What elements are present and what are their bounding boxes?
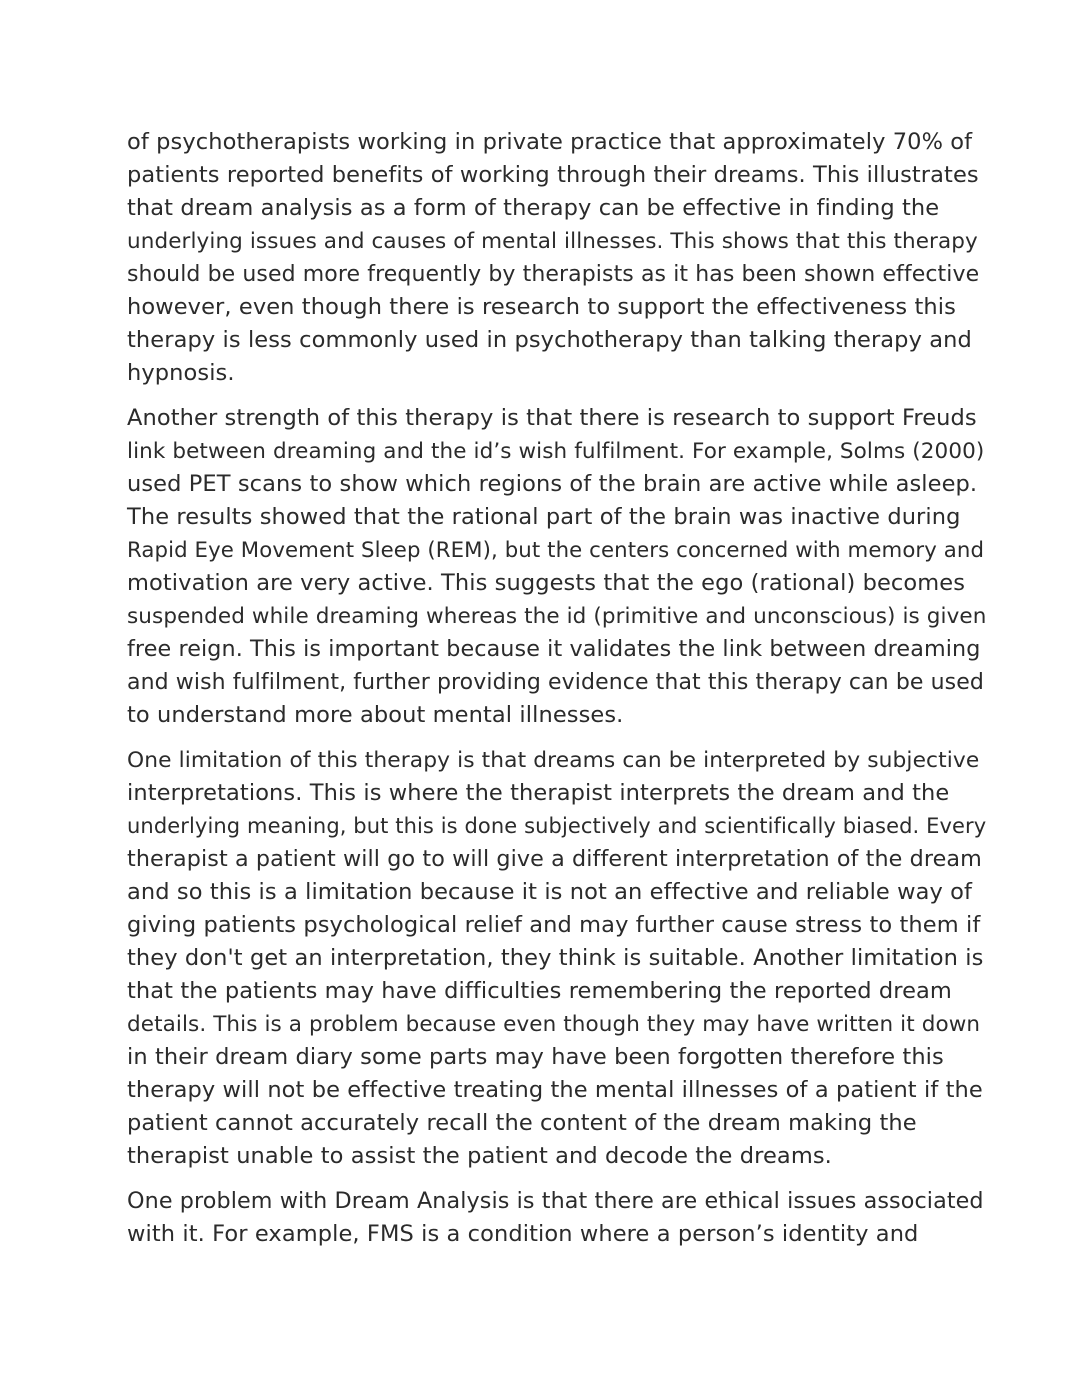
- text-line: motivation are very active. This suggests that the ego (rational) becomes: [127, 570, 966, 596]
- text-line: with it. For example, FMS is a condition where a person’s identity and: [127, 1221, 919, 1247]
- text-line: they don't get an interpretation, they think is suitable. Another limitation is: [127, 945, 984, 971]
- text-line: One problem with Dream Analysis is that there are ethical issues associated: [127, 1188, 984, 1214]
- text-line: One limitation of this therapy is that dreams can be interpreted by subjective: [127, 748, 980, 773]
- text-line: giving patients psychological relief and may further cause stress to them if: [127, 912, 981, 938]
- text-line: suspended while dreaming whereas the id (primitive and unconscious) is given: [127, 604, 987, 629]
- text-line: underlying issues and causes of mental illnesses. This shows that this therapy: [127, 229, 978, 254]
- text-line: in their dream diary some parts may have been forgotten therefore this: [127, 1044, 944, 1070]
- document-body: [127, 126, 987, 1263]
- paragraph-limitation: [127, 744, 987, 1173]
- text-line: patient cannot accurately recall the content of the dream making the: [127, 1110, 917, 1136]
- text-line: that the patients may have difficulties remembering the reported dream: [127, 978, 952, 1004]
- text-line: details. This is a problem because even though they may have written it down: [127, 1012, 981, 1037]
- text-line: free reign. This is important because it validates the link between dreaming: [127, 636, 981, 662]
- text-line: Another strength of this therapy is that there is research to support Freuds: [127, 405, 977, 431]
- text-line: hypnosis.: [127, 360, 235, 386]
- text-line: The results showed that the rational part of the brain was inactive during: [127, 504, 961, 530]
- text-line: to understand more about mental illnesses.: [127, 702, 624, 728]
- text-line: should be used more frequently by therapists as it has been shown effective: [127, 262, 980, 287]
- text-line: Rapid Eye Movement Sleep (REM), but the centers concerned with memory and: [127, 538, 985, 563]
- text-line: therapist a patient will go to will give a different interpretation of the dream: [127, 846, 982, 872]
- text-line: and so this is a limitation because it is not an effective and reliable way of: [127, 879, 973, 905]
- text-line: and wish fulfilment, further providing evidence that this therapy can be used: [127, 670, 984, 695]
- text-line: underlying meaning, but this is done subjectively and scientifically biased. Every: [127, 814, 987, 838]
- text-line: interpretations. This is where the therapist interprets the dream and the: [127, 780, 950, 806]
- text-line: link between dreaming and the id’s wish fulfilment. For example, Solms (2000): [127, 439, 985, 464]
- paragraph-another-strength: [127, 402, 987, 732]
- paragraph-dream-analysis-effectiveness: [127, 126, 987, 390]
- text-line: therapist unable to assist the patient and decode the dreams.: [127, 1143, 832, 1169]
- text-line: however, even though there is research to support the effectiveness this: [127, 294, 956, 320]
- text-line: of psychotherapists working in private practice that approximately 70% of: [127, 129, 973, 155]
- text-line: therapy will not be effective treating the mental illnesses of a patient if the: [127, 1077, 983, 1103]
- text-line: therapy is less commonly used in psychotherapy than talking therapy and: [127, 327, 972, 353]
- text-line: patients reported benefits of working through their dreams. This illustrates: [127, 162, 979, 188]
- text-line: used PET scans to show which regions of the brain are active while asleep.: [127, 471, 978, 497]
- paragraph-ethical-issues: [127, 1185, 987, 1251]
- text-line: that dream analysis as a form of therapy can be effective in finding the: [127, 195, 940, 221]
